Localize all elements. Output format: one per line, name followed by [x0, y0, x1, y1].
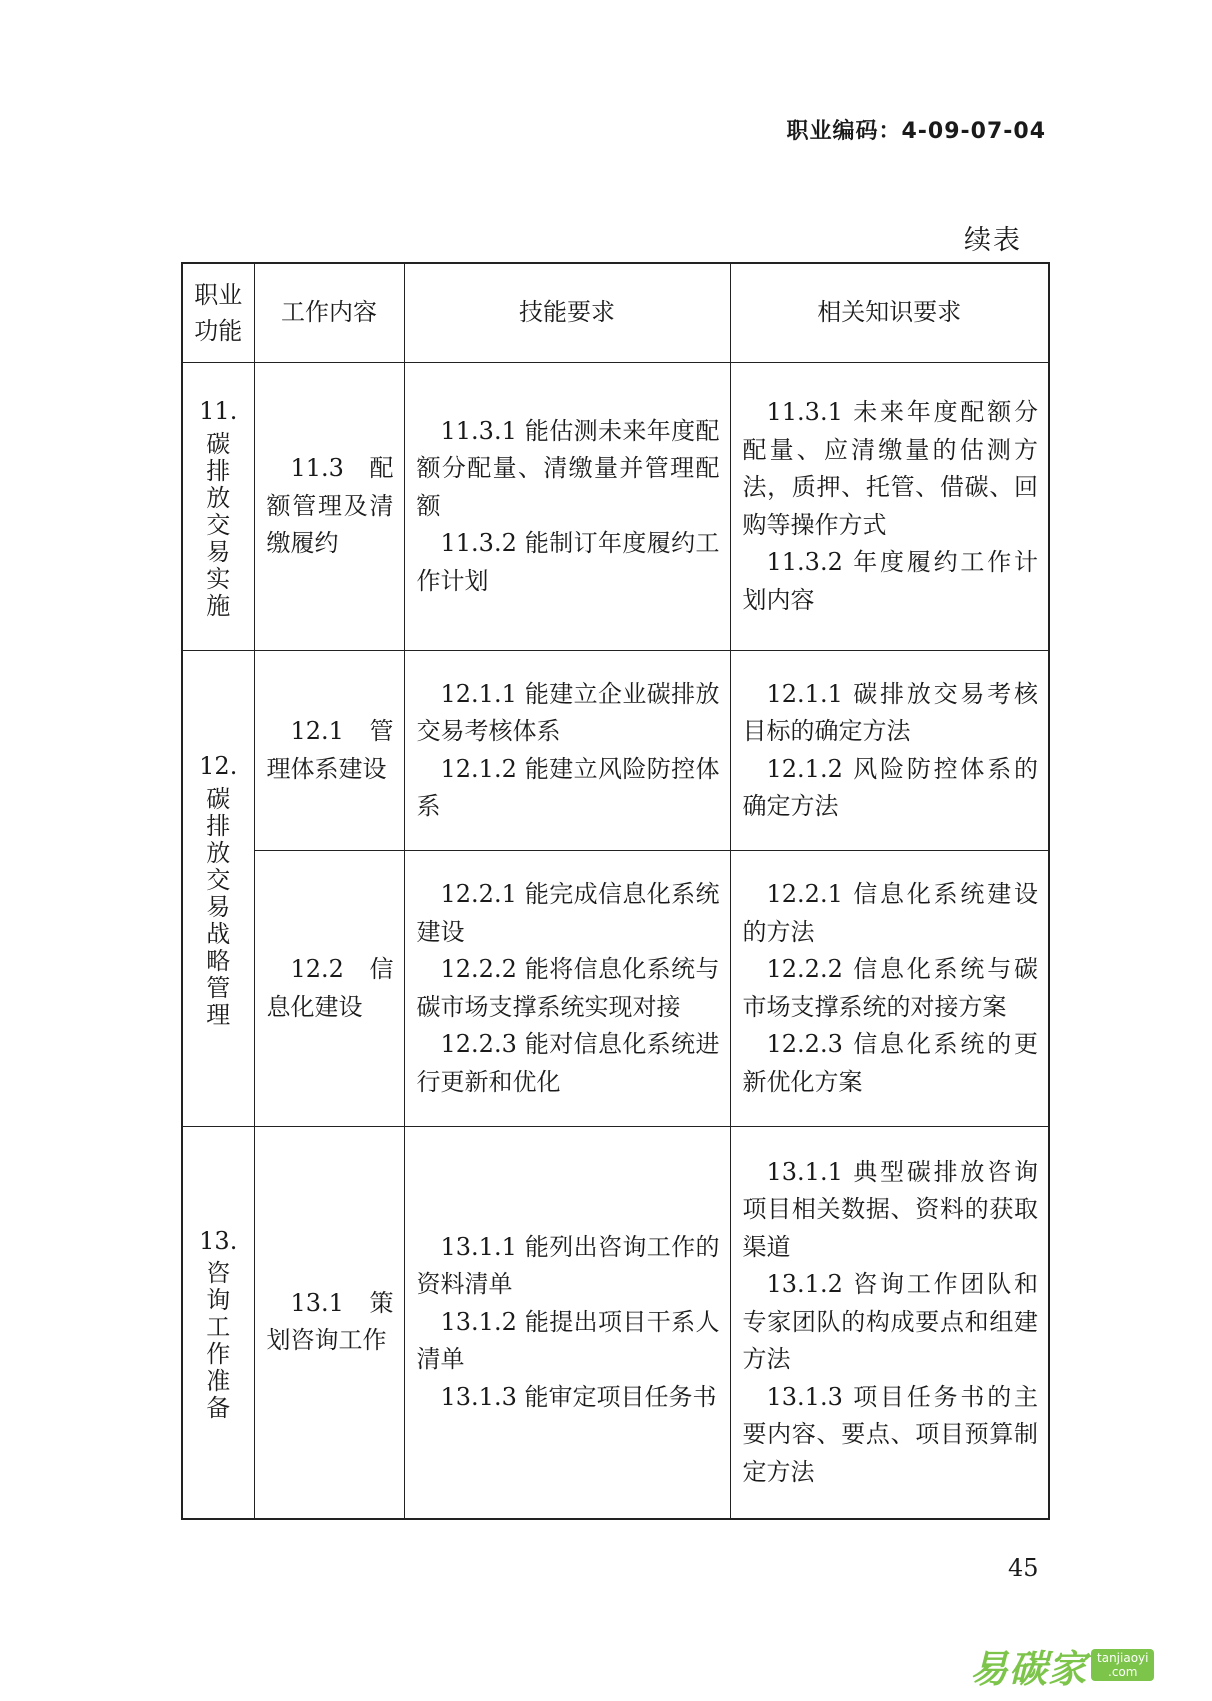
table-row	[182, 363, 1049, 651]
knowledge-item: 11.3.2 年度履约工作计划内容	[742, 548, 1038, 614]
skill-item: 11.3.1 能估测未来年度配额分配量、清缴量并管理配额	[416, 416, 720, 520]
knowledge-item: 11.3.1 未来年度配额分配量、应清缴量的估测方法，质押、托管、借碳、回购等操作方式	[742, 398, 1038, 539]
knowledge-item: 12.2.2 信息化系统与碳市场支撑系统的对接方案	[742, 955, 1038, 1021]
table-row	[182, 851, 1049, 1127]
skill-item: 13.1.1 能列出咨询工作的资料清单	[416, 1232, 720, 1298]
function-cell	[182, 363, 254, 651]
function-name: 咨询工作准备	[206, 1259, 231, 1422]
function-number: 12.	[199, 752, 238, 781]
watermark-brand: 易碳家	[970, 1646, 1088, 1691]
knowledge-cell	[730, 1127, 1049, 1519]
knowledge-item: 12.1.1 碳排放交易考核目标的确定方法	[742, 679, 1038, 745]
requirements-table	[181, 262, 1050, 1520]
continued-label: 续表	[964, 225, 1022, 256]
knowledge-item: 12.2.1 信息化系统建设的方法	[742, 880, 1038, 946]
work-content-cell: 12.2 信息化建设	[254, 851, 404, 1127]
knowledge-cell	[730, 651, 1049, 851]
skill-item: 11.3.2 能制订年度履约工作计划	[416, 529, 720, 595]
skill-item: 13.1.2 能提出项目干系人清单	[416, 1307, 720, 1373]
knowledge-item: 13.1.2 咨询工作团队和专家团队的构成要点和组建方法	[742, 1270, 1038, 1373]
skill-item: 12.2.1 能完成信息化系统建设	[416, 880, 720, 946]
knowledge-item: 13.1.3 项目任务书的主要内容、要点、项目预算制定方法	[742, 1382, 1038, 1486]
work-content-cell: 11.3 配额管理及清缴履约	[254, 363, 404, 651]
function-cell	[182, 1127, 254, 1519]
function-name: 碳排放交易战略管理	[206, 784, 231, 1029]
function-number: 13.	[199, 1226, 238, 1255]
watermark-logo	[970, 1642, 1154, 1691]
skill-item: 12.1.1 能建立企业碳排放交易考核体系	[416, 679, 720, 745]
function-name: 碳排放交易实施	[206, 429, 231, 620]
work-content-cell: 12.1 管理体系建设	[254, 651, 404, 851]
header-function: 职业功能	[182, 263, 254, 363]
function-cell	[182, 651, 254, 1127]
skill-cell	[404, 1127, 730, 1519]
skill-item: 12.2.3 能对信息化系统进行更新和优化	[416, 1030, 720, 1096]
skill-item: 13.1.3 能审定项目任务书	[440, 1382, 717, 1411]
skill-item: 12.1.2 能建立风险防控体系	[416, 754, 720, 820]
skill-item: 12.2.2 能将信息化系统与碳市场支撑系统实现对接	[416, 955, 720, 1021]
skill-cell	[404, 651, 730, 851]
knowledge-cell	[730, 851, 1049, 1127]
function-number: 11.	[199, 397, 238, 426]
skill-cell	[404, 363, 730, 651]
knowledge-item: 12.1.2 风险防控体系的确定方法	[742, 754, 1038, 820]
table-row	[182, 651, 1049, 851]
skill-cell	[404, 851, 730, 1127]
header-work-content: 工作内容	[254, 263, 404, 363]
page-number: 45	[1008, 1554, 1039, 1582]
knowledge-item: 13.1.1 典型碳排放咨询项目相关数据、资料的获取渠道	[742, 1157, 1038, 1261]
knowledge-cell	[730, 363, 1049, 651]
table-header-row	[182, 263, 1049, 363]
header-skill-requirements: 技能要求	[404, 263, 730, 363]
watermark-domain: tanjiaoyi .com	[1091, 1649, 1154, 1681]
knowledge-item: 12.2.3 信息化系统的更新优化方案	[742, 1030, 1038, 1096]
occupation-code: 职业编码：4-09-07-04	[786, 119, 1046, 144]
table-row	[182, 1127, 1049, 1519]
header-knowledge-requirements: 相关知识要求	[730, 263, 1049, 363]
work-content-cell: 13.1 策划咨询工作	[254, 1127, 404, 1519]
